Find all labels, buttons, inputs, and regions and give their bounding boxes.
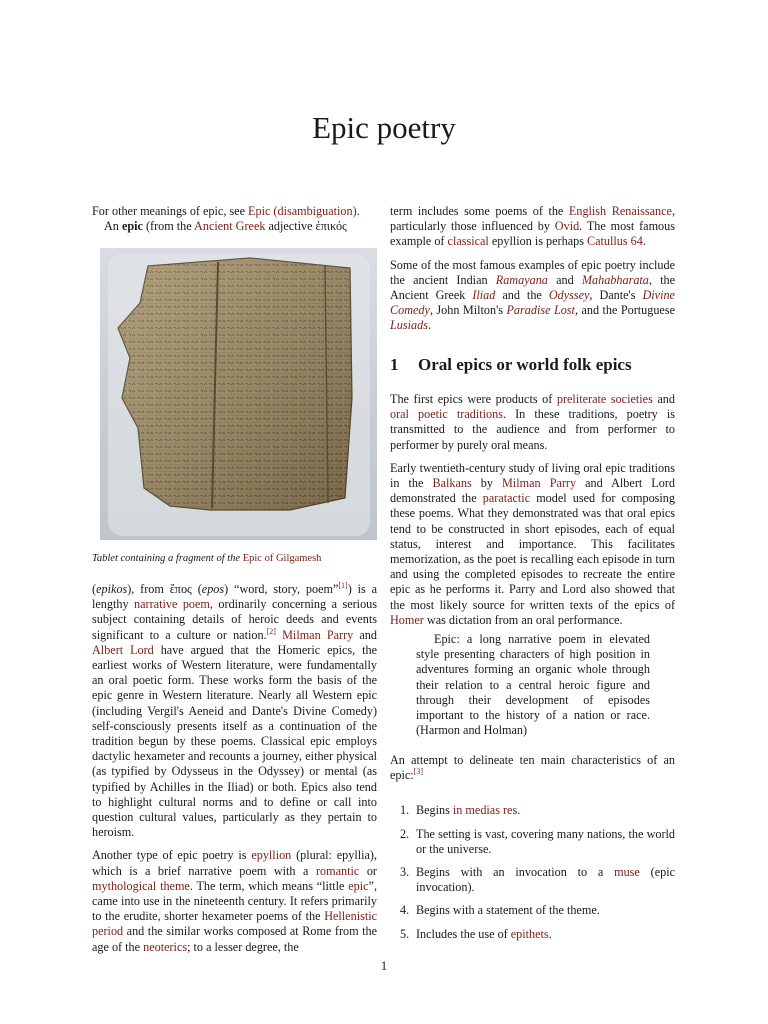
oral-poetic-traditions-link[interactable]: oral poetic traditions bbox=[390, 407, 503, 422]
parry-lord-paragraph: Early twentieth-century study of living oral epic traditions in the Balkans by Milman Parry and Albert Lord demonstrated the paratactic model used for composing these poems. What they demonstrated was that oral epics tend to be constructed in short episodes, each of equal status, interest and importance. This facilitates memorization, as the poet is recalling each episode in turn and using the completed episodes to recreate the entire epic as he performs it. Parry and Lord also showed that the most likely source for written texts of the epics of Homer was dictation from an oral performance. bbox=[390, 460, 676, 627]
catullus-64-link[interactable]: Catullus 64 bbox=[587, 234, 643, 249]
epic-disambiguation-link[interactable]: Epic (disambiguation) bbox=[248, 204, 357, 218]
narrative-poem-link[interactable]: narrative poem bbox=[134, 597, 210, 612]
section-heading: 1 Oral epics or world folk epics bbox=[390, 355, 632, 374]
lusiads-link[interactable]: Lusiads bbox=[390, 318, 428, 333]
divine-comedy-link[interactable]: Divine Comedy bbox=[390, 288, 675, 318]
figure-caption: Tablet containing a fragment of the Epic of Gilgamesh bbox=[92, 553, 322, 564]
right-column-top bbox=[390, 204, 675, 342]
page-number: 1 bbox=[380, 959, 388, 973]
epic-of-gilgamesh-link[interactable]: Epic of Gilgamesh bbox=[242, 553, 322, 564]
odyssey-link[interactable]: Odyssey bbox=[548, 288, 590, 303]
romantic-link[interactable]: romantic bbox=[315, 863, 360, 878]
right-column-section bbox=[390, 392, 675, 636]
preliterate-societies-link[interactable]: preliterate societies bbox=[556, 392, 653, 406]
intro-line: An epic (from the Ancient Greek adjective ἐπικός bbox=[104, 219, 347, 234]
ancient-greek-link[interactable]: Ancient Greek bbox=[194, 219, 266, 234]
characteristics-intro: An attempt to delineate ten main characteristics of an epic:[3] bbox=[390, 753, 675, 783]
first-epics-paragraph: The first epics were products of preliterate societies and oral poetic traditions. In these traditions, poetry is transmitted to the audience and from performer to performer by purely oral means. bbox=[390, 392, 675, 452]
epic-definition-paragraph: (epikos), from ἔπος (epos) “word, story, poem”[1]) is a lengthy narrative poem, ordinarily concerning a serious subject containing details of heroic deeds and events significant to a culture or nation.[2] Milman Parry and Albert Lord have argued that the Homeric epics, the earliest works of Western literature, were fundamentally an oral poetic form. These works form the basis of the epic genre in Western literature. Nearly all Western epic (including Vergil's Aeneid and Dante's Divine Comedy) self-consciously presents itself as a continuation of the tradition begun by these poems. Classical epic employs dactylic hexameter and recounts a journey, either physical (as typified by Odysseus in the Odyssey) or mental (as typified by Achilles in the Iliad) or both. Epics also tend to highlight cultural norms and to define or call into question cultural values, particularly as they pertain to heroism. bbox=[92, 580, 377, 840]
ramayana-link[interactable]: Ramayana bbox=[495, 272, 548, 287]
homer-link[interactable]: Homer bbox=[390, 612, 424, 627]
mythological-theme-link[interactable]: mythological theme bbox=[92, 878, 190, 893]
famous-examples-paragraph: Some of the most famous examples of epic poetry include the ancient Indian Ramayana and Mahabharata, the Ancient Greek Iliad and the Odyssey, Dante's Divine Comedy, John Milton's Paradise Lost, and the Portuguese Lusiads. bbox=[390, 257, 676, 333]
gilgamesh-tablet-image[interactable] bbox=[100, 248, 377, 540]
list-item: 3. Begins with an invocation to a muse (epic invocation). bbox=[400, 865, 675, 895]
epic-link[interactable]: epic bbox=[348, 878, 369, 893]
epithets-link[interactable]: epithets bbox=[510, 926, 549, 941]
paratactic-link[interactable]: paratactic bbox=[482, 491, 531, 506]
tablet-illustration bbox=[100, 248, 377, 540]
characteristics-list bbox=[390, 803, 675, 941]
list-item: 2. The setting is vast, covering many nations, the world or the universe. bbox=[400, 826, 675, 856]
epic-definition-quote: Epic: a long narrative poem in elevated style presenting characters of high position in adventures forming an organic whole through their relation to a central heroic figure and through their development of episodes important to the history of a nation or race. (Harmon and Holman) bbox=[416, 632, 650, 738]
epyllion-link[interactable]: epyllion bbox=[251, 848, 292, 863]
neoterics-link[interactable]: neoterics bbox=[143, 939, 188, 954]
renaissance-paragraph: term includes some poems of the English Renaissance, particularly those influenced by Ovid. The most famous example of classical epyllion is perhaps Catullus 64. bbox=[390, 204, 675, 249]
list-item: 4. Begins with a statement of the theme. bbox=[400, 903, 600, 918]
left-column-top bbox=[92, 204, 377, 234]
ovid-link[interactable]: Ovid bbox=[554, 219, 580, 234]
citation-2[interactable]: [2] bbox=[266, 626, 276, 636]
page-title: Epic poetry bbox=[312, 110, 456, 145]
milman-parry-link-2[interactable]: Milman Parry bbox=[502, 476, 577, 491]
hatnote: For other meanings of epic, see Epic (disambiguation). bbox=[92, 204, 360, 218]
milman-parry-link[interactable]: Milman Parry bbox=[282, 627, 354, 642]
in-medias-res-link[interactable]: in medias res bbox=[452, 803, 518, 818]
classical-link[interactable]: classical bbox=[447, 234, 489, 249]
iliad-link[interactable]: Iliad bbox=[472, 288, 496, 303]
list-item: 5. Includes the use of epithets. bbox=[400, 926, 552, 941]
english-renaissance-link[interactable]: English Renaissance bbox=[568, 204, 672, 218]
paradise-lost-link[interactable]: Paradise Lost bbox=[506, 303, 575, 318]
epyllion-paragraph: Another type of epic poetry is epyllion (plural: epyllia), which is a brief narrative poem with a romantic or mythological theme. The term, which means “little epic”, came into use in the nineteenth century. It refers primarily to the erudite, shorter hexameter poems of the Hellenistic period and the similar works composed at Rome from the age of the neoterics; to a lesser degree, the bbox=[92, 848, 378, 954]
right-column-list bbox=[390, 753, 675, 950]
muse-link[interactable]: muse bbox=[614, 865, 640, 880]
hellenistic-period-link[interactable]: Hellenistic period bbox=[92, 909, 377, 939]
balkans-link[interactable]: Balkans bbox=[432, 476, 472, 491]
citation-3[interactable]: [3] bbox=[413, 767, 424, 777]
albert-lord-link[interactable]: Albert Lord bbox=[92, 642, 154, 657]
list-item: 1. Begins in medias res. bbox=[400, 803, 521, 818]
left-column-body bbox=[92, 582, 377, 963]
mahabharata-link[interactable]: Mahabharata bbox=[581, 272, 649, 287]
citation-1[interactable]: [1] bbox=[338, 580, 348, 590]
